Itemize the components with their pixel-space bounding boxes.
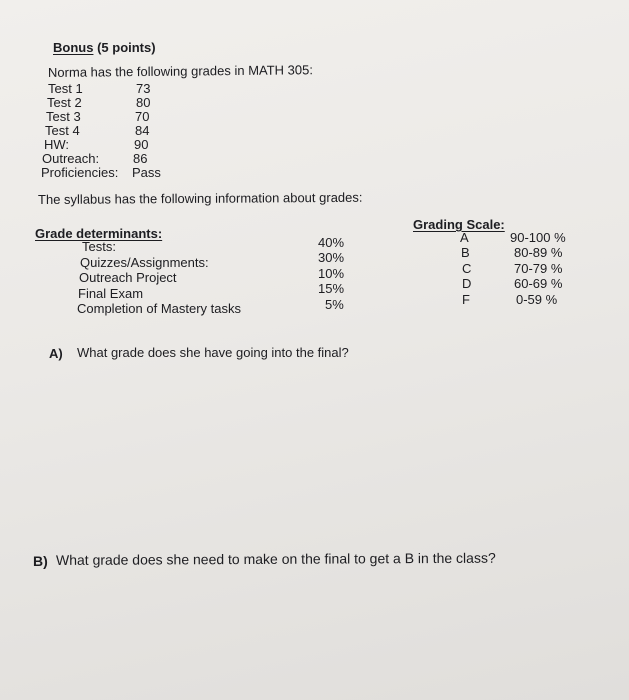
- question-label: B): [33, 553, 48, 569]
- bonus-heading: [53, 40, 156, 55]
- scale-letter: B: [461, 245, 470, 260]
- determinant-weight: 30%: [318, 250, 345, 265]
- determinant-weight: 40%: [318, 235, 345, 250]
- grade-value: 70: [135, 109, 150, 124]
- grading-scale-heading: Grading Scale:: [413, 217, 505, 232]
- scale-range: 60-69 %: [514, 276, 563, 291]
- grades-intro: Norma has the following grades in MATH 305:: [47, 62, 314, 80]
- grade-value: 84: [135, 123, 150, 138]
- grade-label: Test 2: [47, 95, 82, 110]
- scale-range: 0-59 %: [516, 292, 558, 307]
- grade-value: Pass: [132, 165, 161, 180]
- scale-letter: D: [462, 276, 472, 291]
- determinant-weight: 10%: [318, 266, 345, 281]
- bonus-points: (5 points): [97, 40, 156, 55]
- determinant-label: Completion of Mastery tasks: [77, 301, 242, 316]
- determinant-label: Final Exam: [78, 286, 144, 301]
- grade-label: Outreach:: [42, 151, 100, 166]
- scale-range: 90-100 %: [510, 230, 566, 245]
- grade-label: Test 3: [46, 109, 81, 124]
- determinants-heading: Grade determinants:: [35, 226, 163, 241]
- grade-label: Proficiencies:: [41, 165, 119, 180]
- scale-range: 70-79 %: [514, 261, 563, 276]
- question-label: A): [49, 346, 63, 361]
- grade-label: Test 4: [45, 123, 80, 138]
- bonus-title: Bonus: [53, 40, 94, 55]
- grade-value: 86: [133, 151, 148, 166]
- scale-letter: C: [462, 261, 472, 276]
- question-text: What grade does she need to make on the final to get a B in the class?: [55, 549, 496, 568]
- grade-value: 80: [136, 95, 151, 110]
- determinant-weight: 5%: [325, 297, 344, 312]
- grade-label: HW:: [44, 137, 70, 152]
- scale-letter: F: [462, 292, 470, 307]
- scale-range: 80-89 %: [514, 245, 563, 260]
- determinant-label: Quizzes/Assignments:: [80, 255, 209, 270]
- grade-value: 73: [136, 81, 151, 96]
- determinant-label: Tests:: [82, 239, 116, 254]
- determinant-label: Outreach Project: [79, 270, 177, 285]
- scale-letter: A: [460, 230, 469, 245]
- question-text: What grade does she have going into the final?: [77, 345, 349, 360]
- grade-value: 90: [134, 137, 149, 152]
- grade-label: Test 1: [48, 81, 83, 96]
- determinant-weight: 15%: [318, 281, 345, 296]
- syllabus-intro: The syllabus has the following information about grades:: [37, 189, 363, 207]
